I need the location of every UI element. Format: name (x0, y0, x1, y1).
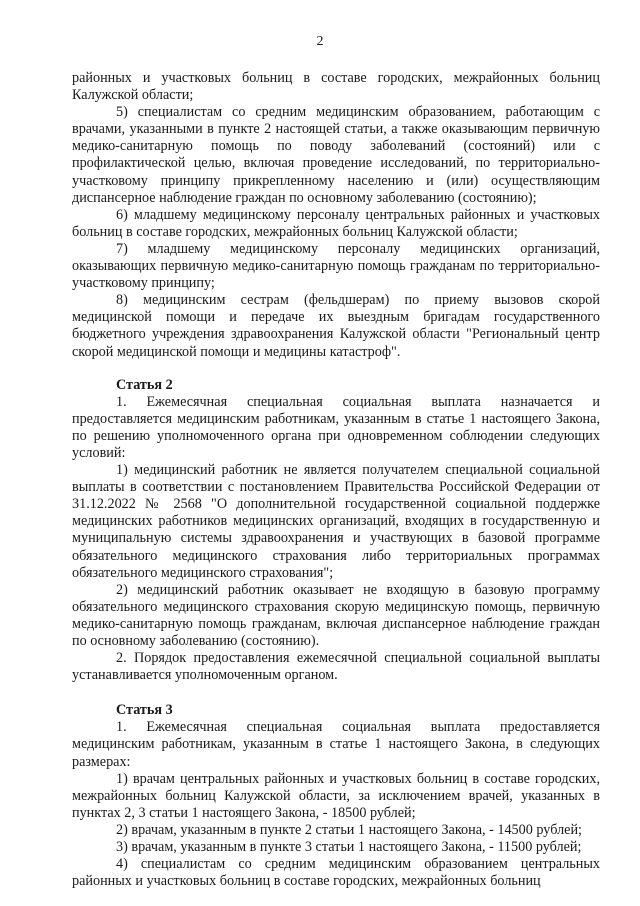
list-item-8: 8) медицинским сестрам (фельдшерам) по приему вызовов скорой медицинской помощи и передаче их выездным бригадам государственного бюджетного учреждения здравоохранения Калужской области "Региональный центр скорой медицинской помощи и медицины катастроф". (72, 292, 600, 360)
page-number: 2 (316, 34, 324, 49)
article-3-size-4: 4) специалистам со средним медицинским образованием центральных районных и участковых больниц в составе городских, межрайонных больниц (72, 856, 600, 890)
article-2-paragraph-2: 2. Порядок предоставления ежемесячной специальной социальной выплаты устанавливается уполномоченным органом. (72, 650, 600, 684)
list-item-7: 7) младшему медицинскому персоналу медицинских организаций, оказывающих первичную медико-санитарную помощь гражданам по территориально-участковому принципу; (72, 240, 600, 292)
list-item-5: 5) специалистам со средним медицинским образованием, работающим с врачами, указанными в пункте 2 настоящей статьи, а также оказывающим первичную медико-санитарную помощь по поводу заболеваний (состояний) или с профилактической целью, включая проведение исследований, по территориально-участковому принципу прикрепленному населению и (или) осуществляющим диспансерное наблюдение граждан по основному заболеванию (состоянию); (72, 104, 600, 206)
article-3-size-3: 3) врачам, указанным в пункте 3 статьи 1 настоящего Закона, - 11500 рублей; (116, 839, 582, 856)
article-3-size-1: 1) врачам центральных районных и участковых больниц в составе городских, межрайонных больниц Калужской области, за исключением врачей, указанных в пунктах 2, 3 статьи 1 настоящего Закона, - 18500 рублей; (72, 770, 600, 821)
article-3-paragraph-1: 1. Ежемесячная специальная социальная выплата предоставляется медицинским работникам, указанным в статье 1 настоящего Закона, в следующих размерах: (72, 719, 600, 770)
article-2-condition-1: 1) медицинский работник не является получателем специальной социальной выплаты в соответствии с постановлением Правительства Российской Федерации от 31.12.2022 № 2568 "О дополнительной государственной социальной поддержке медицинских работников медицинских организаций, входящих в государственную и муниципальную системы здравоохранения и участвующих в базовой программе обязательного медицинского страхования либо территориальных программах обязательного медицинского страхования"; (72, 462, 600, 581)
article-3-size-2: 2) врачам, указанным в пункте 2 статьи 1 настоящего Закона, - 14500 рублей; (116, 821, 582, 838)
paragraph-continuation: районных и участковых больниц в составе городских, межрайонных больниц Калужской области; (72, 70, 600, 104)
article-2-title: Статья 2 (116, 376, 173, 393)
list-item-6: 6) младшему медицинскому персоналу центральных районных и участковых больниц в составе городских, межрайонных больниц Калужской области; (72, 206, 600, 240)
article-3-title: Статья 3 (116, 702, 173, 719)
article-2-condition-2: 2) медицинский работник оказывает не входящую в базовую программу обязательного медицинского страхования скорую медицинскую помощь, первичную медико-санитарную помощь гражданам, включая диспансерное наблюдение граждан по основному заболеванию (состоянию). (72, 581, 600, 649)
document-body (72, 70, 600, 890)
article-2-paragraph-1: 1. Ежемесячная специальная социальная выплата назначается и предоставляется медицинским работникам, указанным в статье 1 настоящего Закона, по решению уполномоченного органа при одновременном соблюдении следующих условий: (72, 393, 600, 461)
